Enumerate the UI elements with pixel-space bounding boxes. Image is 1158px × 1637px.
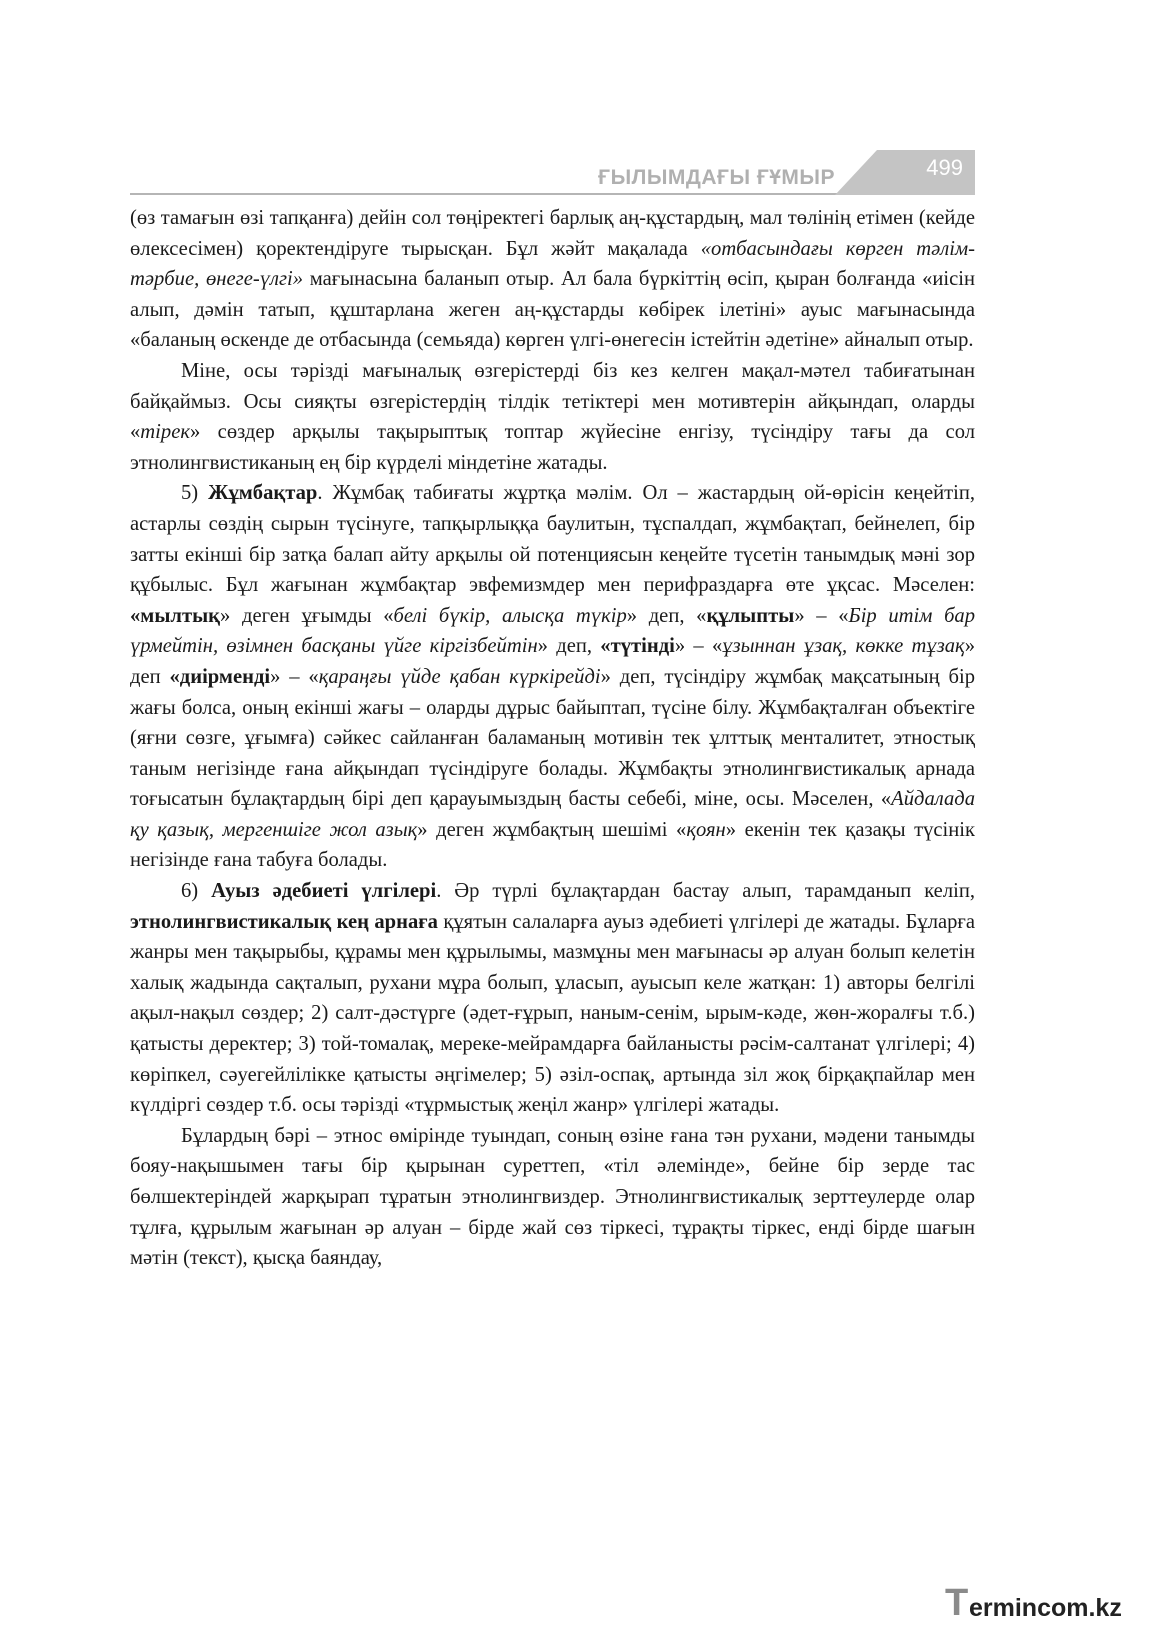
- bold-term: «диірменді: [169, 665, 271, 688]
- bold-term: этнолингвистикалық кең арнаға: [130, 910, 438, 933]
- italic-term: тірек: [140, 421, 190, 444]
- italic-quote: Бір итім бар үрмейтін, өзімнен басқаны үйге кіргізбейтін: [130, 604, 976, 658]
- running-header: [130, 150, 975, 196]
- italic-quote: қараңғы үйде қабан күркірейді: [318, 665, 601, 688]
- italic-quote: «отбасындағы көрген тәлім-тәрбие, өнеге-үлгі»: [130, 237, 975, 291]
- paragraph-5: Бұлардың бәрі – этнос өмірінде туындап, соның өзіне ғана тән рухани, мәдени танымды бояу-нақышымен тағы бір қырынан суреттеп, «тіл әлемінде», бейне бір зерде тас бөлшектеріндей жарқырап тұратын этнолингвиздер. Этнолингвистикалық зерттеулерде олар тұлға, құрылым жағынан әр алуан – бірде жай сөз тіркесі, тұрақты тіркес, енді бірде шағын мәтін (текст), қысқа баяндау,: [130, 1124, 975, 1270]
- bold-term: «түтінді: [600, 635, 675, 658]
- paragraph-1: (өз тамағын өзі тапқанға) дейін сол төңіректегі барлық аң-құстардың, мал төлінің етімен (кейде өлексесімен) қоректендіруге тырысқан. Бұл жәйт мақалада «отбасындағы көрген тәлім-тәрбие, өнеге-үлгі» мағынасына баланып отыр. Ал бала бүркіттің өсіп, қыран болғанда «иісін алып, дәмін татып, құштарлана жеген аң-құстарды көбірек ілетіні» ауыс мағынасында «баланың өскенде де отбасында (семьяда) көрген үлгі-өнегесін істейтін әдетіне» айналып отыр.: [130, 207, 976, 352]
- page-body: [130, 203, 975, 1274]
- paragraph-3: 5) Жұмбақтар. Жұмбақ табиғаты жұртқа мәлім. Ол – жастардың ой-өрісін кеңейтіп, астарлы сөздің сырын түсінуге, тапқырлыққа баулитын, тұспалдап, жұмбақтап, бейнелеп, бір затты екінші бір затқа балап айту арқылы ой потенциясын кеңейте түсетін танымдық мәні зор құбылыс. Бұл жағынан жұмбақтар эвфемизмдер мен перифраздарға өте ұқсас. Мәселен: «мылтық» деген ұғымды «белі бүкір, алысқа түкір» деп, «құлыпты» – «Бір итім бар үрмейтін, өзімнен басқаны үйге кіргізбейтін» деп, «түтінді» – «ұзыннан ұзақ, көкке тұзақ» деп «диірменді» – «қараңғы үйде қабан күркірейді» деп, түсіндіру жұмбақ мақсатының бір жағы болса, оның екінші жағы – оларды дұрыс байыптап, түсіне білу. Жұмбақталған объектіге (яғни сөзге, ұғымға) сәйкес сайланған баламаның мотивін тек ұлттық менталитет, этностық таным негізінде ғана айқындап түсіндіруге болады. Жұмбақты этнолингвистикалық арнада тоғысатын бұлақтардың бірі деп қарауымыздың басты себебі, міне, осы. Мәселен, «Айдалада қу қазық, мергеншіге жол азық» деген жұмбақтың шешімі «қоян» екенін тек қазақы түсінік негізінде ғана табуға болады.: [130, 482, 976, 872]
- paragraph-4: 6) Ауыз әдебиеті үлгілері. Әр түрлі бұлақтардан бастау алып, тарамданып келіп, этнолингвистикалық кең арнаға құятын салаларға ауыз әдебиеті үлгілері де жатады. Бұларға жанры мен тақырыбы, құрамы мен құрылымы, мазмұны мен мағынасы әр алуан болып келетін халық жадында сақталып, рухани мұра болып, ұласып, ауысып келе жатқан: 1) авторы белгілі ақыл-нақыл сөздер; 2) салт-дәстүрге (әдет-ғұрып, наным-сенім, ырым-кәде, жөн-жоралғы т.б.) қатысты деректер; 3) той-томалақ, мереке-мейрамдарға байланысты рәсім-салтанат үлгілері; 4) көріпкел, сәуегейлілікке қатысты әңгімелер; 5) әзіл-оспақ, артында зіл жоқ бірқақпайлар мен күлдіргі сөздер т.б. осы тәрізді «тұрмыстық жеңіл жанр» үлгілері жатады.: [130, 880, 975, 1117]
- italic-term: қоян: [686, 818, 726, 841]
- termincom-watermark: [945, 1582, 1150, 1622]
- italic-quote: белі бүкір, алысқа түкір: [393, 604, 627, 627]
- bold-term: Ауыз әдебиеті үлгілері: [211, 880, 437, 903]
- bold-term: Жұмбақтар: [208, 482, 318, 505]
- page-number: 499: [926, 155, 963, 180]
- paragraph-2: Міне, осы тәрізді мағыналық өзгерістерді біз кез келген мақал-мәтел табиғатынан байқаймыз. Осы сияқты өзгерістердің тілдік тетіктері мен мотивтерін айқындап, оларды «тірек» сөздер арқылы тақырыптық топтар жүйесіне енгізу, түсіндіру тағы да сол этнолингвистиканың ең бір күрделі міндетіне жатады.: [130, 359, 975, 474]
- running-title: ҒЫЛЫМДАҒЫ ҒҰМЫР: [598, 166, 835, 189]
- bold-term: құлыпты: [706, 604, 795, 627]
- bold-term: «мылтық: [130, 604, 221, 627]
- italic-quote: Айдалада қу қазық, мергеншіге жол азық: [130, 788, 975, 841]
- italic-quote: ұзыннан ұзақ, көкке тұзақ: [722, 635, 965, 658]
- watermark-initial: T: [945, 1582, 969, 1624]
- watermark-text: ermincom.kz: [969, 1594, 1122, 1622]
